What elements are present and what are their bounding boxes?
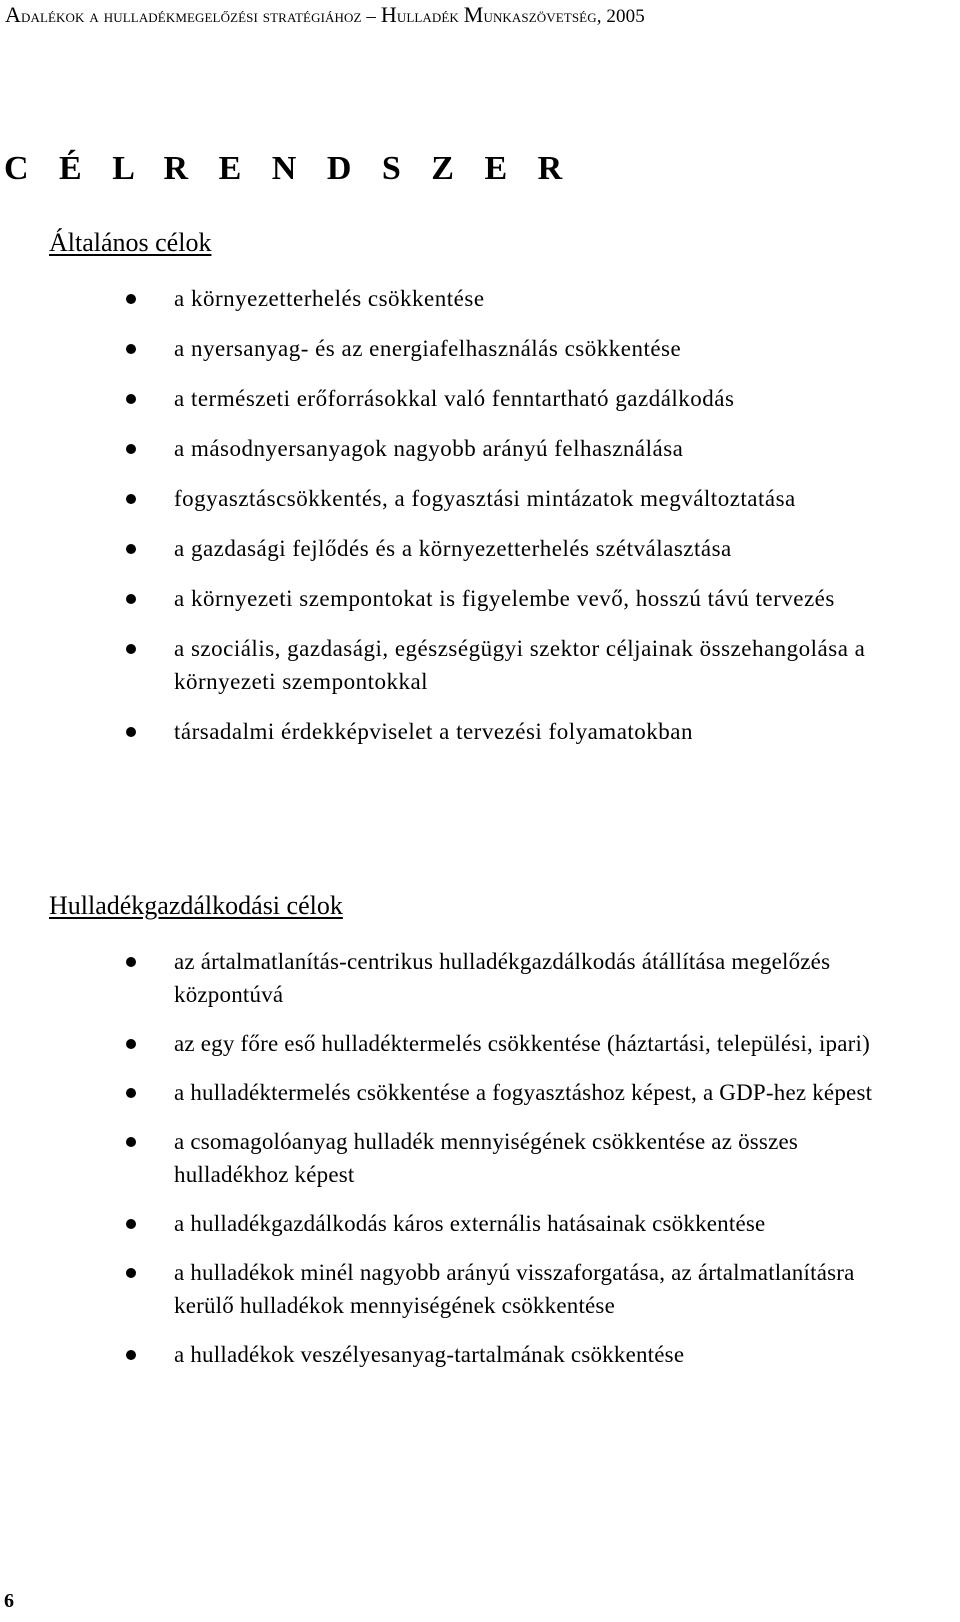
list-item <box>0 482 914 515</box>
list-item <box>0 1338 914 1371</box>
bullet-icon <box>126 1137 136 1147</box>
bullet-icon <box>126 544 136 554</box>
general-goals-list <box>0 282 960 765</box>
bullet-icon <box>126 1088 136 1098</box>
list-item <box>0 582 914 615</box>
list-item-text: társadalmi érdekképviselet a tervezési folyamatokban <box>174 719 694 744</box>
bullet-icon <box>126 1350 136 1360</box>
page-number: 6 <box>4 1590 14 1612</box>
list-item-text: a természeti erőforrásokkal való fenntartható gazdálkodás <box>174 386 735 411</box>
list-item <box>0 1125 914 1191</box>
list-item-text: az egy főre eső hulladéktermelés csökkentése (háztartási, települési, ipari) <box>174 1031 870 1056</box>
list-item-text: a környezetterhelés csökkentése <box>174 286 485 311</box>
running-head <box>5 2 645 28</box>
running-head-text: Adalékok a hulladékmegelőzési stratégiához – Hulladék Munkaszövetség, 2005 <box>5 2 645 27</box>
list-item <box>0 1207 914 1240</box>
list-item <box>0 332 914 365</box>
list-item-text: a csomagolóanyag hulladék mennyiségének csökkentése az összes hulladékhoz képest <box>174 1129 799 1187</box>
bullet-icon <box>126 294 136 304</box>
list-item <box>0 1027 914 1060</box>
list-item <box>0 432 914 465</box>
list-item-text: a hulladékgazdálkodás káros externális hatásainak csökkentése <box>174 1211 766 1236</box>
bullet-icon <box>126 644 136 654</box>
list-item-text: a hulladékok minél nagyobb arányú visszaforgatása, az ártalmatlanításra kerülő hulladékok mennyiségének csökkentése <box>174 1260 855 1318</box>
list-item-text: a másodnyersanyagok nagyobb arányú felhasználása <box>174 436 684 461</box>
bullet-icon <box>126 727 136 737</box>
bullet-icon <box>126 494 136 504</box>
bullet-icon <box>126 594 136 604</box>
bullet-icon <box>126 444 136 454</box>
page-title: C É L R E N D S Z E R <box>4 150 574 187</box>
bullet-icon <box>126 394 136 404</box>
list-item <box>0 532 914 565</box>
section-heading-waste-management-goals: Hulladékgazdálkodási célok <box>49 891 343 920</box>
bullet-icon <box>126 344 136 354</box>
list-item-text: a környezeti szempontokat is figyelembe vevő, hosszú távú tervezés <box>174 586 835 611</box>
list-item-text: az ártalmatlanítás-centrikus hulladékgazdálkodás átállítása megelőzés központúvá <box>174 949 831 1007</box>
list-item <box>0 632 914 698</box>
waste-management-goals-list <box>0 945 960 1387</box>
list-item <box>0 382 914 415</box>
list-item <box>0 1256 914 1322</box>
bullet-icon <box>126 1039 136 1049</box>
bullet-icon <box>126 1219 136 1229</box>
list-item-text: a szociális, gazdasági, egészségügyi szektor céljainak összehangolása a környezeti szempontokkal <box>174 636 866 694</box>
section-heading-general-goals: Általános célok <box>49 228 212 257</box>
list-item <box>0 282 914 315</box>
list-item-text: a hulladéktermelés csökkentése a fogyasztáshoz képest, a GDP-hez képest <box>174 1080 873 1105</box>
bullet-icon <box>126 957 136 967</box>
list-item-text: a hulladékok veszélyesanyag-tartalmának csökkentése <box>174 1342 685 1367</box>
list-item-text: fogyasztáscsökkentés, a fogyasztási mintázatok megváltoztatása <box>174 486 796 511</box>
list-item <box>0 715 914 748</box>
list-item-text: a gazdasági fejlődés és a környezetterhelés szétválasztása <box>174 536 732 561</box>
list-item <box>0 945 914 1011</box>
list-item-text: a nyersanyag- és az energiafelhasználás csökkentése <box>174 336 682 361</box>
list-item <box>0 1076 914 1109</box>
bullet-icon <box>126 1268 136 1278</box>
